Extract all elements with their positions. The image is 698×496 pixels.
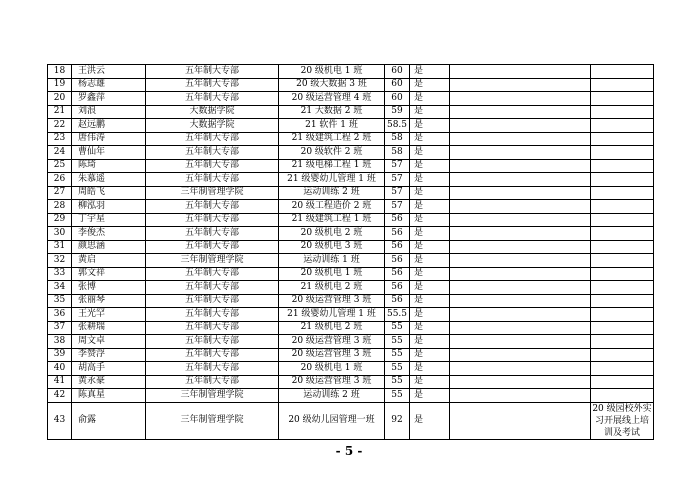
pass-status: 是 <box>410 240 450 254</box>
note <box>591 267 654 281</box>
pass-status: 是 <box>410 267 450 281</box>
note <box>591 132 654 146</box>
school-name: 大数据学院 <box>146 105 279 119</box>
class-name: 21 级建筑工程 1 班 <box>279 213 385 227</box>
score: 58 <box>385 146 410 160</box>
blank-cell <box>450 267 591 281</box>
class-name: 21 级电梯工程 1 班 <box>279 159 385 173</box>
class-name: 20 级机电 1 班 <box>279 362 385 376</box>
class-name: 21 级机电 2 班 <box>279 281 385 295</box>
student-name: 王光罕 <box>72 308 146 322</box>
table-row <box>48 254 654 268</box>
class-name: 21 级建筑工程 2 班 <box>279 132 385 146</box>
note <box>591 227 654 241</box>
pass-status: 是 <box>410 200 450 214</box>
pass-status: 是 <box>410 294 450 308</box>
row-index: 19 <box>48 78 72 92</box>
table-row <box>48 402 654 439</box>
score: 56 <box>385 254 410 268</box>
score: 57 <box>385 186 410 200</box>
score: 58.5 <box>385 119 410 133</box>
school-name: 五年制大专部 <box>146 92 279 106</box>
note <box>591 294 654 308</box>
score: 57 <box>385 173 410 187</box>
class-name: 20 级机电 3 班 <box>279 240 385 254</box>
blank-cell <box>450 159 591 173</box>
row-index: 23 <box>48 132 72 146</box>
row-index: 37 <box>48 321 72 335</box>
class-name: 21 大数据 2 班 <box>279 105 385 119</box>
score: 57 <box>385 200 410 214</box>
row-index: 21 <box>48 105 72 119</box>
score: 55 <box>385 375 410 389</box>
row-index: 30 <box>48 227 72 241</box>
blank-cell <box>450 146 591 160</box>
class-name: 运动训练 2 班 <box>279 389 385 403</box>
class-name: 21 级机电 2 班 <box>279 321 385 335</box>
school-name: 五年制大专部 <box>146 213 279 227</box>
table-row <box>48 186 654 200</box>
school-name: 三年制管理学院 <box>146 402 279 439</box>
note <box>591 348 654 362</box>
blank-cell <box>450 375 591 389</box>
blank-cell <box>450 240 591 254</box>
student-name: 陈琦 <box>72 159 146 173</box>
score: 60 <box>385 92 410 106</box>
row-index: 25 <box>48 159 72 173</box>
school-name: 三年制管理学院 <box>146 254 279 268</box>
pass-status: 是 <box>410 92 450 106</box>
table-row <box>48 375 654 389</box>
table-row <box>48 132 654 146</box>
school-name: 五年制大专部 <box>146 362 279 376</box>
note <box>591 389 654 403</box>
blank-cell <box>450 321 591 335</box>
school-name: 五年制大专部 <box>146 78 279 92</box>
score: 55 <box>385 389 410 403</box>
student-name: 唐伟涛 <box>72 132 146 146</box>
row-index: 28 <box>48 200 72 214</box>
table-row <box>48 348 654 362</box>
note <box>591 321 654 335</box>
class-name: 20 级运营管理 3 班 <box>279 335 385 349</box>
note <box>591 213 654 227</box>
pass-status: 是 <box>410 78 450 92</box>
blank-cell <box>450 213 591 227</box>
row-index: 31 <box>48 240 72 254</box>
table-row <box>48 227 654 241</box>
score: 58 <box>385 132 410 146</box>
blank-cell <box>450 254 591 268</box>
student-name: 张丽琴 <box>72 294 146 308</box>
class-name: 20 级运营管理 4 班 <box>279 92 385 106</box>
note <box>591 240 654 254</box>
row-index: 24 <box>48 146 72 160</box>
blank-cell <box>450 362 591 376</box>
class-name: 21 级婴幼儿管理 1 班 <box>279 173 385 187</box>
table-row <box>48 119 654 133</box>
student-name: 曹仙年 <box>72 146 146 160</box>
score: 56 <box>385 294 410 308</box>
table-row <box>48 65 654 79</box>
pass-status: 是 <box>410 213 450 227</box>
student-name: 张耕瑞 <box>72 321 146 335</box>
pass-status: 是 <box>410 173 450 187</box>
pass-status: 是 <box>410 335 450 349</box>
page-number: - 5 - <box>335 444 363 458</box>
row-index: 40 <box>48 362 72 376</box>
blank-cell <box>450 227 591 241</box>
note <box>591 78 654 92</box>
score: 60 <box>385 78 410 92</box>
pass-status: 是 <box>410 308 450 322</box>
row-index: 29 <box>48 213 72 227</box>
class-name: 运动训练 1 班 <box>279 254 385 268</box>
class-name: 20 级软件 2 班 <box>279 146 385 160</box>
score: 56 <box>385 240 410 254</box>
blank-cell <box>450 308 591 322</box>
note <box>591 375 654 389</box>
school-name: 五年制大专部 <box>146 335 279 349</box>
school-name: 五年制大专部 <box>146 375 279 389</box>
school-name: 五年制大专部 <box>146 173 279 187</box>
school-name: 五年制大专部 <box>146 227 279 241</box>
row-index: 26 <box>48 173 72 187</box>
school-name: 五年制大专部 <box>146 146 279 160</box>
pass-status: 是 <box>410 159 450 173</box>
pass-status: 是 <box>410 254 450 268</box>
row-index: 20 <box>48 92 72 106</box>
school-name: 五年制大专部 <box>146 65 279 79</box>
pass-status: 是 <box>410 321 450 335</box>
class-name: 20 级机电 1 班 <box>279 65 385 79</box>
table-row <box>48 281 654 295</box>
student-name: 柳泓羽 <box>72 200 146 214</box>
table-row <box>48 146 654 160</box>
note <box>591 173 654 187</box>
class-name: 20 级大数据 3 班 <box>279 78 385 92</box>
blank-cell <box>450 78 591 92</box>
row-index: 35 <box>48 294 72 308</box>
table-row <box>48 267 654 281</box>
class-name: 20 级运营管理 3 班 <box>279 294 385 308</box>
table-row <box>48 321 654 335</box>
note: 20 级园校外实习开展线上培训及考试 <box>592 403 652 438</box>
blank-cell <box>450 335 591 349</box>
school-name: 五年制大专部 <box>146 159 279 173</box>
pass-status: 是 <box>410 186 450 200</box>
school-name: 五年制大专部 <box>146 308 279 322</box>
blank-cell <box>450 119 591 133</box>
score: 57 <box>385 159 410 173</box>
score: 56 <box>385 227 410 241</box>
pass-status: 是 <box>410 348 450 362</box>
table-row <box>48 200 654 214</box>
student-name: 罗鑫萍 <box>72 92 146 106</box>
row-index: 39 <box>48 348 72 362</box>
blank-cell <box>450 389 591 403</box>
score: 55 <box>385 362 410 376</box>
table-row <box>48 240 654 254</box>
pass-status: 是 <box>410 281 450 295</box>
student-name: 李俊杰 <box>72 227 146 241</box>
student-name: 郭文祥 <box>72 267 146 281</box>
school-name: 五年制大专部 <box>146 132 279 146</box>
table-row <box>48 308 654 322</box>
row-index: 41 <box>48 375 72 389</box>
row-index: 38 <box>48 335 72 349</box>
results-table-body <box>48 65 654 440</box>
row-index: 43 <box>48 402 72 439</box>
table-row <box>48 92 654 106</box>
table-row <box>48 213 654 227</box>
score: 55.5 <box>385 308 410 322</box>
student-name: 王洪云 <box>72 65 146 79</box>
table-row <box>48 389 654 403</box>
score: 55 <box>385 348 410 362</box>
row-index: 32 <box>48 254 72 268</box>
pass-status: 是 <box>410 389 450 403</box>
blank-cell <box>450 132 591 146</box>
school-name: 三年制管理学院 <box>146 186 279 200</box>
score: 56 <box>385 213 410 227</box>
note <box>591 159 654 173</box>
table-row <box>48 362 654 376</box>
student-name: 刘浪 <box>72 105 146 119</box>
row-index: 22 <box>48 119 72 133</box>
table-row <box>48 173 654 187</box>
school-name: 五年制大专部 <box>146 200 279 214</box>
student-name: 丁宇星 <box>72 213 146 227</box>
pass-status: 是 <box>410 362 450 376</box>
table-row <box>48 78 654 92</box>
results-table <box>47 64 654 440</box>
blank-cell <box>450 281 591 295</box>
student-name: 陈真星 <box>72 389 146 403</box>
school-name: 五年制大专部 <box>146 348 279 362</box>
note <box>591 308 654 322</box>
school-name: 五年制大专部 <box>146 267 279 281</box>
pass-status: 是 <box>410 105 450 119</box>
blank-cell <box>450 173 591 187</box>
pass-status: 是 <box>410 375 450 389</box>
student-name: 李赞浮 <box>72 348 146 362</box>
pass-status: 是 <box>410 227 450 241</box>
pass-status: 是 <box>410 65 450 79</box>
pass-status: 是 <box>410 146 450 160</box>
note <box>591 92 654 106</box>
row-index: 36 <box>48 308 72 322</box>
note <box>591 281 654 295</box>
note <box>591 105 654 119</box>
class-name: 20 级工程造价 2 班 <box>279 200 385 214</box>
table-row <box>48 159 654 173</box>
student-name: 周文卓 <box>72 335 146 349</box>
student-name: 胡高手 <box>72 362 146 376</box>
note <box>591 186 654 200</box>
class-name: 20 级幼儿园管理一班 <box>279 402 385 439</box>
blank-cell <box>450 105 591 119</box>
note <box>591 65 654 79</box>
score: 92 <box>385 402 410 439</box>
blank-cell <box>450 65 591 79</box>
school-name: 大数据学院 <box>146 119 279 133</box>
score: 56 <box>385 281 410 295</box>
table-row <box>48 105 654 119</box>
row-index: 27 <box>48 186 72 200</box>
class-name: 21 软件 1 班 <box>279 119 385 133</box>
pass-status: 是 <box>410 132 450 146</box>
class-name: 20 级运营管理 3 班 <box>279 348 385 362</box>
blank-cell <box>450 348 591 362</box>
note <box>591 146 654 160</box>
table-row <box>48 294 654 308</box>
note <box>591 119 654 133</box>
pass-status: 是 <box>410 402 450 439</box>
note <box>591 200 654 214</box>
student-name: 黄永豪 <box>72 375 146 389</box>
student-name: 杨志雄 <box>72 78 146 92</box>
blank-cell <box>450 294 591 308</box>
class-name: 20 级运营管理 3 班 <box>279 375 385 389</box>
blank-cell <box>450 402 591 439</box>
student-name: 周皓飞 <box>72 186 146 200</box>
school-name: 五年制大专部 <box>146 294 279 308</box>
score: 56 <box>385 267 410 281</box>
row-index: 33 <box>48 267 72 281</box>
class-name: 20 级机电 2 班 <box>279 227 385 241</box>
score: 55 <box>385 321 410 335</box>
student-name: 朱慕遥 <box>72 173 146 187</box>
table-row <box>48 335 654 349</box>
school-name: 三年制管理学院 <box>146 389 279 403</box>
student-name: 张博 <box>72 281 146 295</box>
note <box>591 362 654 376</box>
blank-cell <box>450 186 591 200</box>
row-index: 42 <box>48 389 72 403</box>
score: 55 <box>385 335 410 349</box>
score: 59 <box>385 105 410 119</box>
note <box>591 335 654 349</box>
school-name: 五年制大专部 <box>146 281 279 295</box>
student-name: 俞露 <box>72 402 146 439</box>
school-name: 五年制大专部 <box>146 321 279 335</box>
note <box>591 254 654 268</box>
score: 60 <box>385 65 410 79</box>
school-name: 五年制大专部 <box>146 240 279 254</box>
row-index: 34 <box>48 281 72 295</box>
class-name: 20 级机电 1 班 <box>279 267 385 281</box>
class-name: 21 级婴幼儿管理 1 班 <box>279 308 385 322</box>
blank-cell <box>450 92 591 106</box>
pass-status: 是 <box>410 119 450 133</box>
student-name: 颜思涵 <box>72 240 146 254</box>
student-name: 黄启 <box>72 254 146 268</box>
row-index: 18 <box>48 65 72 79</box>
class-name: 运动训练 2 班 <box>279 186 385 200</box>
student-name: 赵远鹏 <box>72 119 146 133</box>
blank-cell <box>450 200 591 214</box>
